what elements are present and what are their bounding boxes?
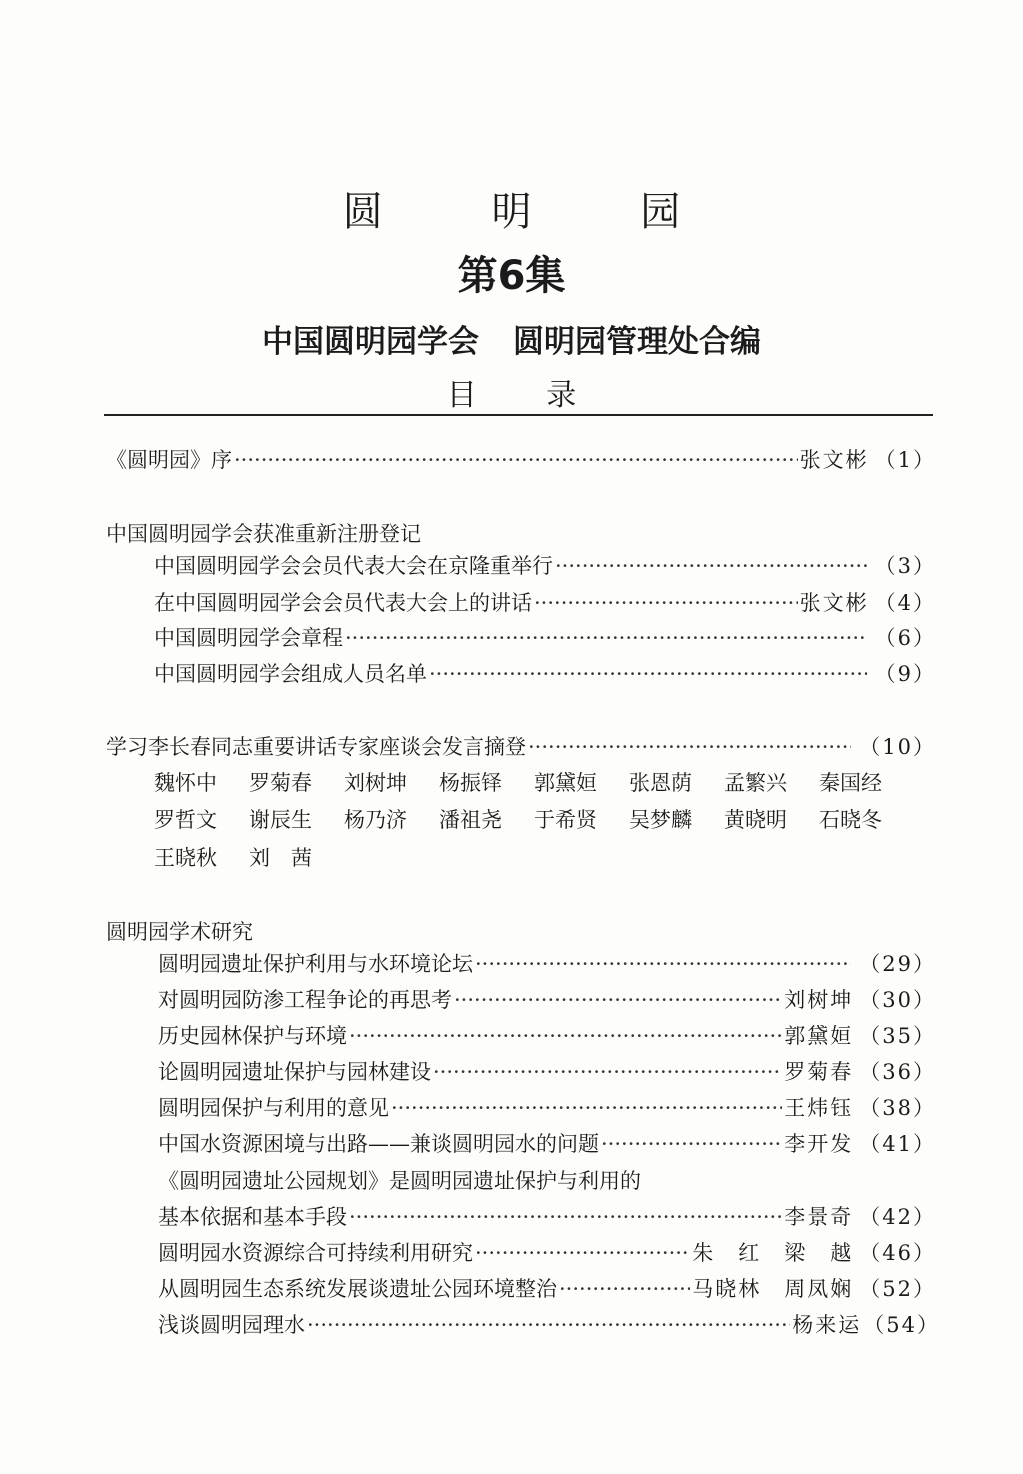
leader-dots (534, 588, 798, 618)
entry-author: 朱 红 梁 越 (692, 1241, 854, 1265)
entry-author: 张文彬 (799, 448, 869, 472)
entry-title: 圆明园保护与利用的意见 (158, 1096, 389, 1120)
speaker-name: 黄晓明 (724, 808, 787, 832)
leader-dots (345, 623, 867, 653)
entry-page: （10） (859, 735, 936, 759)
speaker-names-row-1 (154, 768, 914, 798)
entry-page: （54） (863, 1313, 940, 1337)
entry-page: （46） (859, 1241, 936, 1265)
toc-entry[interactable] (158, 1238, 936, 1268)
entry-page: （1） (874, 448, 936, 472)
toc-entry-symposium[interactable] (106, 732, 936, 762)
entry-title: 浅谈圆明园理水 (158, 1313, 305, 1337)
speaker-names-row-3 (154, 843, 344, 873)
speaker-name: 吴梦麟 (629, 808, 692, 832)
toc-entry[interactable] (158, 1129, 936, 1159)
editor-2: 圆明园管理处合编 (513, 324, 761, 360)
speaker-name: 孟繁兴 (724, 771, 787, 795)
entry-page: （42） (859, 1205, 936, 1229)
volume-number: 第6集 (457, 253, 566, 299)
entry-page: （38） (859, 1096, 936, 1120)
leader-dots (559, 1274, 690, 1304)
entry-page: （41） (859, 1132, 936, 1156)
entry-author: 马晓林 周凤娴 (692, 1277, 854, 1301)
speaker-name: 于希贤 (534, 808, 597, 832)
entry-title: 中国水资源困境与出路——兼谈圆明园水的问题 (158, 1132, 599, 1156)
leader-dots (528, 732, 851, 762)
entry-author: 罗菊春 (784, 1060, 854, 1084)
leader-dots (475, 1238, 690, 1268)
toc-entry[interactable] (158, 985, 936, 1015)
entry-page: （30） (859, 988, 936, 1012)
entry-title: 历史园林保护与环境 (158, 1024, 347, 1048)
entry-title: 《圆明园》序 (106, 448, 232, 472)
entry-page: （4） (874, 591, 936, 615)
speaker-name: 刘 茜 (249, 846, 312, 870)
entry-title: 基本依据和基本手段 (158, 1205, 347, 1229)
entry-page: （29） (859, 952, 936, 976)
leader-dots (349, 1021, 782, 1051)
entry-author: 刘树坤 (784, 988, 854, 1012)
entry-page: （6） (874, 626, 936, 650)
section-heading-registration: 中国圆明园学会获准重新注册登记 (106, 522, 421, 546)
toc-entry[interactable] (158, 949, 936, 979)
toc-entry[interactable] (154, 588, 936, 618)
speaker-name: 杨振铎 (439, 771, 502, 795)
speaker-name: 郭黛姮 (534, 771, 597, 795)
speaker-name: 石晓冬 (819, 808, 882, 832)
entry-page: （35） (859, 1024, 936, 1048)
toc-entry[interactable] (158, 1057, 936, 1087)
speaker-name: 张恩荫 (629, 771, 692, 795)
entry-page: （3） (874, 554, 936, 578)
leader-dots (555, 551, 867, 581)
toc-entry[interactable] (158, 1274, 936, 1304)
speaker-name: 魏怀中 (154, 771, 217, 795)
contents-heading: 目 录 (446, 378, 607, 413)
entry-author: 李开发 (784, 1132, 854, 1156)
book-title: 圆 明 园 (342, 189, 729, 235)
entry-title: 中国圆明园学会章程 (154, 626, 343, 650)
entry-title: 圆明园遗址保护利用与水环境论坛 (158, 952, 473, 976)
entry-title-line-1[interactable]: 《圆明园遗址公园规划》是圆明园遗址保护与利用的 (158, 1169, 641, 1193)
speaker-name: 谢辰生 (249, 808, 312, 832)
leader-dots (391, 1093, 782, 1123)
entry-author: 张文彬 (799, 591, 869, 615)
leader-dots (234, 445, 798, 475)
entry-author: 王炜钰 (784, 1096, 854, 1120)
leader-dots (454, 985, 782, 1015)
leader-dots (433, 1057, 782, 1087)
toc-entry[interactable] (158, 1021, 936, 1051)
toc-entry[interactable] (158, 1202, 936, 1232)
speaker-names-row-2 (154, 805, 914, 835)
entry-author: 杨来运 (792, 1313, 862, 1337)
leader-dots (429, 659, 867, 689)
speaker-name: 潘祖尧 (439, 808, 502, 832)
entry-title: 在中国圆明园学会会员代表大会上的讲话 (154, 591, 532, 615)
speaker-name: 王晓秋 (154, 846, 217, 870)
leader-dots (307, 1310, 790, 1340)
entry-author: 郭黛姮 (784, 1024, 854, 1048)
toc-entry[interactable] (158, 1310, 940, 1340)
toc-entry-preface[interactable] (106, 445, 936, 475)
leader-dots (601, 1129, 782, 1159)
toc-entry[interactable] (154, 659, 936, 689)
speaker-name: 罗哲文 (154, 808, 217, 832)
leader-dots (349, 1202, 782, 1232)
entry-page: （36） (859, 1060, 936, 1084)
section-heading-research: 圆明园学术研究 (106, 920, 253, 944)
entry-title: 对圆明园防渗工程争论的再思考 (158, 988, 452, 1012)
entry-page: （9） (874, 662, 936, 686)
speaker-name: 罗菊春 (249, 771, 312, 795)
toc-entry[interactable] (158, 1093, 936, 1123)
toc-entry[interactable] (154, 623, 936, 653)
entry-title: 中国圆明园学会会员代表大会在京隆重举行 (154, 554, 553, 578)
speaker-name: 杨乃济 (344, 808, 407, 832)
toc-entry[interactable] (154, 551, 936, 581)
speaker-name: 刘树坤 (344, 771, 407, 795)
entry-author: 李景奇 (784, 1205, 854, 1229)
editor-1: 中国圆明园学会 (262, 324, 479, 360)
entry-title: 中国圆明园学会组成人员名单 (154, 662, 427, 686)
leader-dots (475, 949, 851, 979)
section-heading-symposium: 学习李长春同志重要讲话专家座谈会发言摘登 (106, 735, 526, 759)
entry-title: 圆明园水资源综合可持续利用研究 (158, 1241, 473, 1265)
entry-title: 论圆明园遗址保护与园林建设 (158, 1060, 431, 1084)
entry-page: （52） (859, 1277, 936, 1301)
entry-title: 从圆明园生态系统发展谈遗址公园环境整治 (158, 1277, 557, 1301)
speaker-name: 秦国经 (819, 771, 882, 795)
